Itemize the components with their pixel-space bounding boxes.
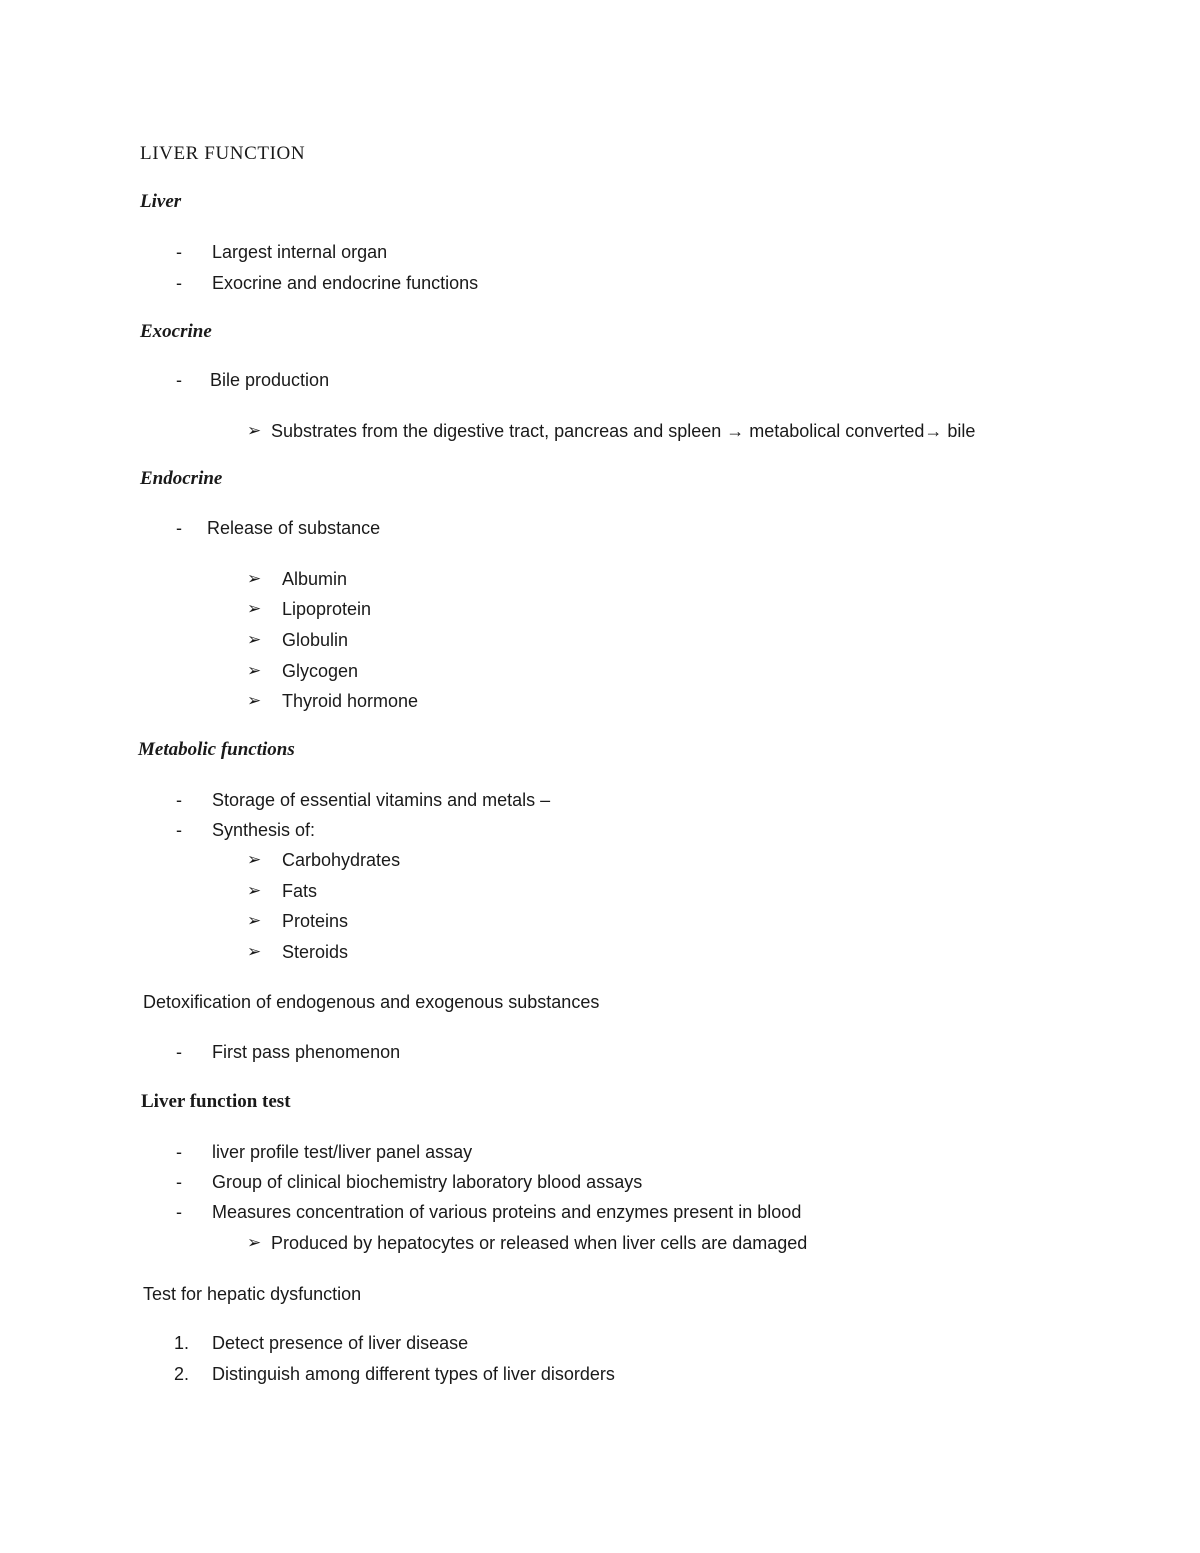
list-item: Bile production (210, 370, 330, 390)
arrow-bullet-icon: ➢ (247, 850, 262, 870)
arrow-bullet-icon: ➢ (247, 569, 262, 589)
bullet-dash: - (176, 1202, 182, 1222)
list-item: Synthesis of: (212, 820, 316, 840)
bullet-dash: - (176, 518, 182, 538)
bullet-dash: - (176, 790, 182, 810)
arrow-bullet-icon: ➢ (247, 599, 262, 619)
list-item: Exocrine and endocrine functions (212, 273, 479, 293)
list-item: First pass phenomenon (212, 1042, 401, 1062)
sub-list-item: Albumin (282, 569, 348, 589)
sub-list-item: Lipoprotein (282, 599, 372, 619)
list-item: liver profile test/liver panel assay (212, 1142, 473, 1162)
numbered-item: Distinguish among different types of liver disorders (212, 1364, 615, 1384)
arrow-bullet-icon: ➢ (247, 630, 262, 650)
sub-list-item: Thyroid hormone (282, 691, 419, 711)
numbered-item: Detect presence of liver disease (212, 1333, 469, 1353)
list-item: Release of substance (207, 518, 381, 538)
sub-list-item: Globulin (282, 630, 349, 650)
arrow-bullet-icon: ➢ (247, 942, 262, 962)
bullet-dash: - (176, 1172, 182, 1192)
list-item: Largest internal organ (212, 242, 388, 262)
section-heading-lft: Liver function test (141, 1091, 291, 1112)
section-heading-exocrine: Exocrine (140, 321, 212, 342)
sub-list-item: Glycogen (282, 661, 359, 681)
section-heading-detox: Detoxification of endogenous and exogenous substances (143, 992, 600, 1012)
list-number: 1. (174, 1333, 190, 1353)
arrow-bullet-icon: ➢ (247, 911, 262, 931)
list-number: 2. (174, 1364, 190, 1384)
section-heading-liver: Liver (140, 191, 182, 212)
sub-list-item: Substrates from the digestive tract, pancreas and spleen → metabolical converted→ bile (271, 421, 976, 441)
section-heading-endocrine: Endocrine (140, 468, 223, 489)
arrow-bullet-icon: ➢ (247, 661, 262, 681)
arrow-bullet-icon: ➢ (247, 691, 262, 711)
bullet-dash: - (176, 242, 182, 262)
section-heading-metabolic: Metabolic functions (138, 739, 295, 760)
arrow-bullet-icon: ➢ (247, 1233, 262, 1253)
sub-list-item: Carbohydrates (282, 850, 401, 870)
bullet-dash: - (176, 1042, 182, 1062)
sub-list-item: Proteins (282, 911, 349, 931)
list-item: Group of clinical biochemistry laboratory blood assays (212, 1172, 643, 1192)
page-title: LIVER FUNCTION (140, 143, 306, 164)
sub-list-item: Steroids (282, 942, 349, 962)
list-item: Measures concentration of various proteins and enzymes present in blood (212, 1202, 802, 1222)
bullet-dash: - (176, 1142, 182, 1162)
bullet-dash: - (176, 820, 182, 840)
list-item: Storage of essential vitamins and metals – (212, 790, 551, 810)
bullet-dash: - (176, 370, 182, 390)
sub-list-item: Produced by hepatocytes or released when liver cells are damaged (271, 1233, 808, 1253)
arrow-bullet-icon: ➢ (247, 421, 262, 441)
arrow-bullet-icon: ➢ (247, 881, 262, 901)
section-heading-hepatic: Test for hepatic dysfunction (143, 1284, 362, 1304)
bullet-dash: - (176, 273, 182, 293)
sub-list-item: Fats (282, 881, 318, 901)
